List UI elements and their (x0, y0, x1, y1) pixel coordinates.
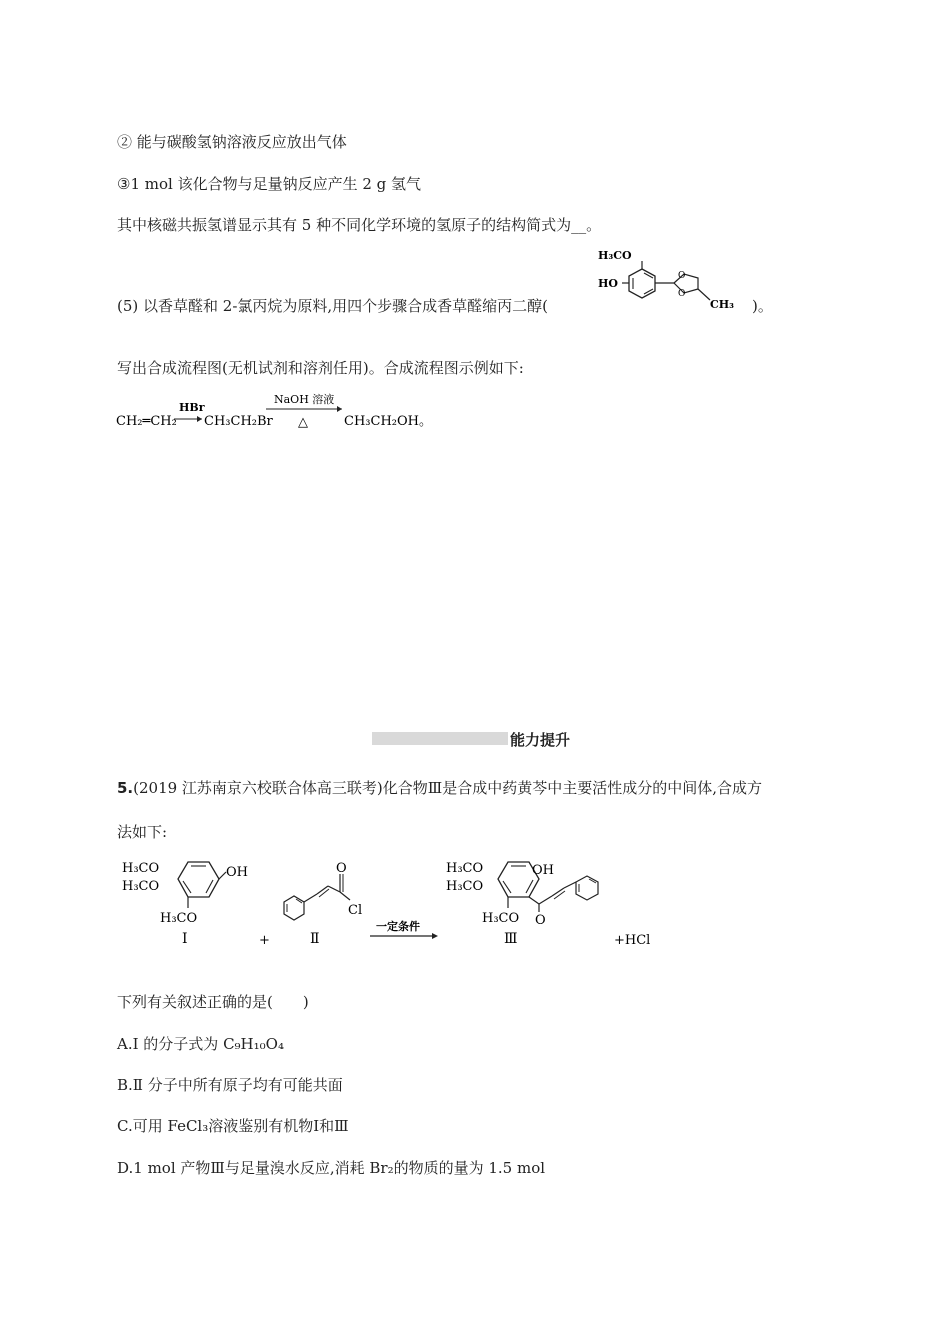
c3-meo-2: H₃CO (446, 879, 484, 894)
section-bar (372, 732, 508, 745)
nmr-question (117, 215, 601, 235)
option-c-text: 可用 FeCl₃溶液鉴别有机物Ⅰ和Ⅲ (132, 1117, 349, 1135)
flow-end: CH₃CH₂OH。 (344, 414, 432, 429)
flow-reagent-2: NaOH 溶液 (274, 393, 335, 406)
c3-meo-3: H₃CO (482, 911, 520, 926)
condition-3: ③1 mol 该化合物与足量钠反应产生 2 g 氢气 (117, 175, 422, 193)
section-title: 能力提升 (510, 731, 571, 749)
c2-o: O (336, 861, 347, 876)
c1-oh: OH (226, 865, 248, 880)
option-a[interactable] (117, 1034, 284, 1054)
option-b[interactable] (117, 1075, 343, 1095)
answer-blank: __ (571, 216, 587, 234)
flow-reagent-1: HBr (179, 401, 205, 414)
reaction-scheme (114, 852, 654, 952)
compound-3 (446, 861, 598, 947)
methoxy-label: H₃CO (598, 249, 632, 262)
question-text-2: 法如下: (117, 823, 168, 841)
c3-oh: OH (532, 863, 554, 878)
question-prompt: 下列有关叙述正确的是( ) (117, 993, 309, 1011)
c2-cl: Cl (348, 903, 363, 918)
svg-text:O: O (678, 271, 686, 281)
option-a-text: Ⅰ 的分子式为 C₉H₁₀O₄ (132, 1035, 284, 1053)
flow-start: CH₂═CH₂ (116, 414, 177, 429)
plus-sign: + (259, 933, 270, 948)
c3-roman: Ⅲ (504, 931, 518, 947)
flow-middle: CH₃CH₂Br (204, 414, 273, 429)
question-5 (117, 777, 762, 798)
part5-text-after: )。 (752, 297, 773, 315)
compound-2 (284, 861, 362, 947)
flow-example (114, 392, 434, 436)
option-a-label: A. (117, 1035, 133, 1053)
c1-meo-1: H₃CO (122, 861, 160, 876)
period: 。 (586, 216, 602, 234)
option-d-text: 1 mol 产物Ⅲ与足量溴水反应,消耗 Br₂的物质的量为 1.5 mol (133, 1159, 546, 1177)
reaction-condition: 一定条件 (376, 920, 420, 933)
part5-text-before: (5) 以香草醛和 2-氯丙烷为原料,用四个步骤合成香草醛缩丙二醇( (117, 297, 549, 315)
flow-intro: 写出合成流程图(无机试剂和溶剂任用)。合成流程图示例如下: (117, 359, 524, 377)
option-c[interactable] (117, 1116, 349, 1136)
question-text: (2019 江苏南京六校联合体高三联考)化合物Ⅲ是合成中药黄芩中主要活性成分的中间体,合成方 (133, 779, 763, 797)
compound-1 (122, 861, 248, 947)
c1-roman: Ⅰ (182, 931, 188, 947)
option-b-text: Ⅱ 分子中所有原子均有可能共面 (132, 1076, 343, 1094)
nmr-text: 其中核磁共振氢谱显示其有 5 种不同化学环境的氢原子的结构简式为 (117, 216, 572, 234)
vanillin-propanediol-acetal-structure (592, 245, 752, 317)
condition-2: ② 能与碳酸氢钠溶液反应放出气体 (117, 133, 347, 151)
hydroxy-label: HO (598, 277, 618, 290)
option-b-label: B. (117, 1076, 133, 1094)
option-d-label: D. (117, 1159, 134, 1177)
methyl-label: CH₃ (710, 298, 734, 311)
c2-roman: Ⅱ (310, 931, 320, 947)
c3-meo-1: H₃CO (446, 861, 484, 876)
c1-meo-2: H₃CO (122, 879, 160, 894)
svg-text:O: O (678, 289, 686, 299)
c3-o: O (535, 913, 546, 928)
question-number: 5. (117, 779, 134, 797)
byproduct: +HCl (614, 933, 651, 948)
c1-meo-3: H₃CO (160, 911, 198, 926)
flow-heat: △ (298, 415, 308, 430)
option-d[interactable] (117, 1158, 545, 1178)
option-c-label: C. (117, 1117, 133, 1135)
